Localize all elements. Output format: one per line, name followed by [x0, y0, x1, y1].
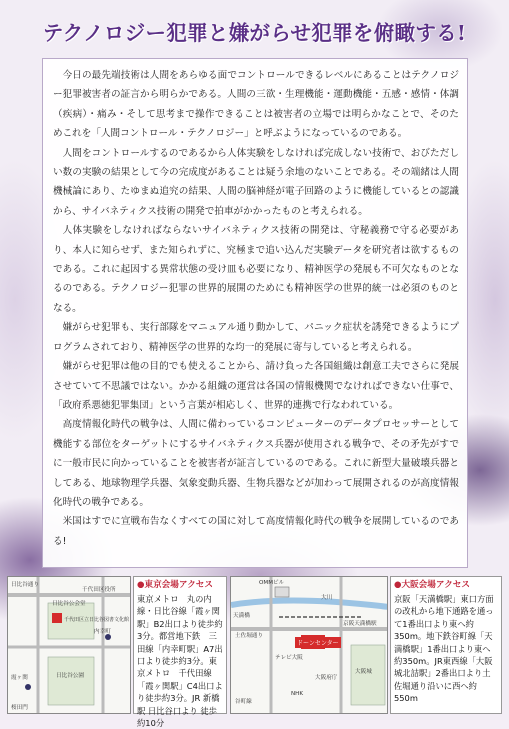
tokyo-map-label: 日比谷通り: [11, 582, 39, 588]
paragraph-5: 嫌がらせ犯罪は他の目的でも使えることから、請け負った各国組織は創意工夫でさらに発展させていて不思議ではない。かかる組織の運営は各国の情報機関でなければできない仕事で、「政府系悪徳犯罪集団」という言葉が相応しく、世界的連携で行なわれている。: [53, 361, 459, 411]
paragraph-6: 高度情報化時代の戦争は、人間に備わっているコンピューターのデータプロセッサーとして機能する部位をターゲットにするサイバネティクス兵器が使用される戦争で、その矛先がすでに一般市民に向かっていることを被害者が証言しているのである。これに新型大量破壊兵器としてある、地球物理学兵器、気象変動兵器、生物兵器などが加わって展開されるのが高度情報化時代の戦争である。: [53, 419, 459, 508]
osaka-map-label: 大川: [321, 595, 333, 601]
osaka-map-label: 京阪天満橋駅: [343, 621, 377, 627]
osaka-map-label: 谷町線: [235, 699, 252, 705]
paragraph-3: 人体実験をしなければならないサイバネティクス技術の開発は、守秘義務で守る必要があり、本人に知らせず、また知られずに、究極まで追い込んだ実験データを研究者は欲するものである。これに起因する異常状態の受け皿も必要になり、精神医学の発展も不可欠なものとなるのである。テクノロジー犯罪の世界的展開のためにも精神医学の世界的統一は必須のものとなる。: [53, 225, 459, 314]
tokyo-map-label: 桜田門: [11, 705, 28, 711]
osaka-access-text: 京阪「天満橋駅」東口方面の改札から地下通路を通って1番出口より東へ約350m。地下鉄谷町線「天満橋駅」1番出口より東へ約350m。JR東西線「大阪城北詰駅」2番出口より土佐堀通り沿いに西へ約550m: [394, 594, 494, 704]
paragraph-1: 今日の最先端技術は人間をあらゆる面でコントロールできるレベルにあることはテクノロジー犯罪被害者の証言から明らかである。人間の三欲・生理機能・運動機能・五感・感情・体調（疾病）・痛み・そして思考まで操作できることは被害者の立場では明らかなことで、そのためこれを「人間コントロール・テクノロジー」と呼ぶようになっているのである。: [53, 70, 459, 140]
tokyo-map-label: 千代田区役所: [82, 587, 116, 593]
tokyo-map-label: 日比谷公会堂: [52, 601, 86, 607]
tokyo-access-box: [133, 576, 227, 729]
main-text-panel: [42, 58, 468, 568]
osaka-access-box: [390, 576, 502, 714]
osaka-map-label: 大阪城: [355, 669, 372, 675]
tokyo-map-venue-label: 千代田区立日比谷図書文化館: [64, 617, 130, 623]
tokyo-map-label: 日比谷公園: [56, 673, 84, 679]
osaka-map-label: テレビ大阪: [275, 655, 303, 661]
paragraph-2: 人間をコントロールするのであるから人体実験をしなければ完成しない技術で、おびただしい数の実験の結果として今の完成度があることは疑う余地のないことである。その端緒は人間機械論にあり、たゆまぬ追究の結果、人間の脳神経が電子回路のように機能しているとの認識から、サイバネティクス技術の開発で拍車がかかったものと考えられる。: [53, 147, 459, 217]
paragraph-4: 嫌がらせ犯罪も、実行部隊をマニュアル通り動かして、パニック症状を誘発できるようにプログラムされており、精神医学の世界的な均一的発展に寄与していると考えられる。: [53, 322, 459, 353]
osaka-map-label: OMMビル: [259, 580, 285, 586]
osaka-map-label: 土佐堀通り: [235, 633, 263, 639]
osaka-access-heading: ●大阪会場アクセス: [394, 580, 470, 590]
tokyo-map-label: 内幸町: [94, 629, 111, 635]
osaka-map-label: 大阪府庁: [315, 675, 338, 681]
tokyo-access-heading: ●東京会場アクセス: [137, 580, 213, 590]
osaka-venue-marker: ドーンセンター: [295, 637, 341, 648]
osaka-map-label: 天満橋: [233, 613, 250, 619]
page-title: テクノロジー犯罪と嫌がらせ犯罪を俯瞰する!: [42, 21, 467, 45]
tokyo-map-drawing: [8, 577, 131, 714]
tokyo-map-label: 霞ヶ関: [11, 675, 28, 681]
osaka-map-label: NHK: [291, 691, 304, 697]
tokyo-access-text: 東京メトロ 丸の内線・日比谷線「霞ヶ関駅」B2出口より徒歩約3分。都営地下鉄 三田線「内幸町駅」A7出口より徒歩約3分。東京メトロ 千代田線「霞ヶ関駅」C4出口より徒歩約3分。JR 新橋駅 日比谷口より 徒歩約10分: [137, 594, 223, 729]
tokyo-map: [7, 576, 131, 714]
paragraph-7: 米国はすでに宣戦布告なくすべての国に対して高度情報化時代の戦争を展開しているのである!: [53, 516, 459, 547]
osaka-map: [230, 576, 388, 714]
access-section: [0, 576, 509, 729]
